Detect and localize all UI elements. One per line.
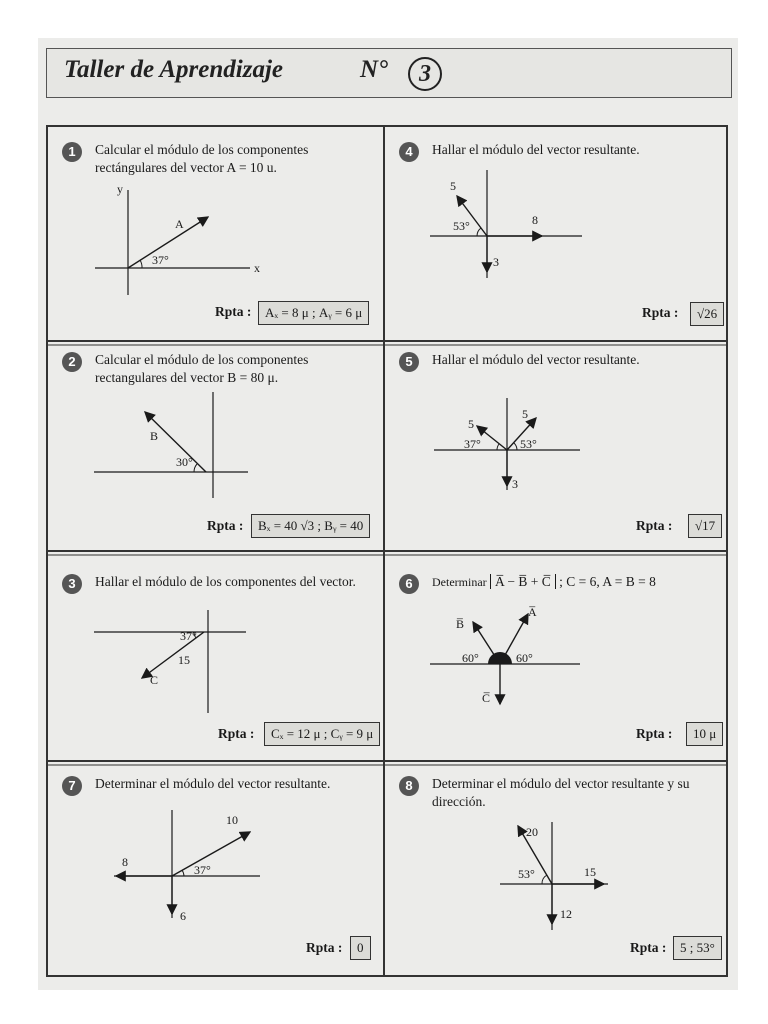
problem-7-figure: [110, 808, 280, 923]
vector-10-arrow: [172, 832, 250, 876]
problem-number-2: 2: [62, 352, 82, 372]
v3-label: 12: [560, 907, 572, 921]
problem-number-1: 1: [62, 142, 82, 162]
problem-5-text: Hallar el módulo del vector resultante.: [432, 352, 640, 367]
problem-3-figure: [90, 608, 260, 718]
y-label: y: [117, 182, 123, 196]
problem-1-figure: [80, 180, 280, 300]
problem-1-text: Calcular el módulo de los componentes rectángulares del vector A = 10 u.: [95, 142, 309, 175]
problem-6-suffix: ; C = 6, A = B = 8: [559, 574, 656, 589]
v3-label: 6: [180, 909, 186, 923]
rpta-label-6: Rpta :: [636, 726, 673, 741]
problem-number-3: 3: [62, 574, 82, 594]
rpta-label-7: Rpta :: [306, 940, 343, 955]
problem-8-figure: [496, 818, 636, 933]
number-label: N°: [360, 56, 389, 83]
v2-label: 15: [584, 865, 596, 879]
angle1-label: 60°: [462, 651, 479, 665]
rpta-label-4: Rpta :: [642, 305, 679, 320]
angle2-label: 60°: [516, 651, 533, 665]
worksheet-number: 3: [408, 57, 442, 91]
angle-label: 53°: [453, 219, 470, 233]
vector-label: C: [150, 673, 159, 687]
problem-4-text: Hallar el módulo del vector resultante.: [432, 142, 640, 157]
a-label: A̅: [528, 605, 537, 619]
rpta-label-2: Rpta :: [207, 518, 244, 533]
vector-label: B: [150, 429, 159, 443]
vector-label: A: [175, 217, 184, 231]
angle-label: 30°: [176, 455, 193, 469]
v1-label: 20: [526, 825, 538, 839]
v2-label: 8: [122, 855, 128, 869]
problem-4-figure: [430, 170, 600, 280]
problem-6-text: [432, 573, 728, 591]
page-title: Taller de Aprendizaje: [64, 56, 283, 83]
x-label: x: [254, 261, 260, 275]
problem-8-text: Determinar el módulo del vector resultante y su dirección.: [432, 776, 690, 809]
angle-label: 37°: [180, 629, 197, 643]
answer-4: √26: [690, 302, 724, 326]
c-label: C̅: [482, 691, 491, 705]
angle1-label: 37°: [464, 437, 481, 451]
rpta-label-3: Rpta :: [218, 726, 255, 741]
angle-label: 37°: [194, 863, 211, 877]
magnitude-label: 15: [178, 653, 190, 667]
problem-number-7: 7: [62, 776, 82, 796]
problem-5-figure: [430, 390, 600, 500]
v2-label: 5: [522, 407, 528, 421]
answer-6: 10 μ: [686, 722, 723, 746]
v3-label: 3: [512, 477, 518, 491]
angle2-label: 53°: [520, 437, 537, 451]
rpta-label-8: Rpta :: [630, 940, 667, 955]
problem-6-expression: A̅ − B̅ + C̅: [490, 574, 556, 589]
v1-label: 5: [450, 179, 456, 193]
answer-8: 5 ; 53°: [673, 936, 722, 960]
b-label: B̅: [456, 617, 465, 631]
v2-label: 8: [532, 213, 538, 227]
angle-label: 53°: [518, 867, 535, 881]
problem-2-text: Calcular el módulo de los componentes rectangulares del vector B = 80 μ.: [95, 352, 309, 385]
answer-3: Cₓ = 12 μ ; Cᵧ = 9 μ: [264, 722, 380, 746]
problem-number-6: 6: [399, 574, 419, 594]
problem-7-text: Determinar el módulo del vector resultante.: [95, 776, 331, 791]
problem-6-prefix: Determinar: [432, 575, 487, 589]
problem-number-8: 8: [399, 776, 419, 796]
v1-label: 5: [468, 417, 474, 431]
vector-left-5-arrow: [477, 426, 507, 450]
answer-5: √17: [688, 514, 722, 538]
answer-1: Aₓ = 8 μ ; Aᵧ = 6 μ: [258, 301, 369, 325]
answer-2: Bₓ = 40 √3 ; Bᵧ = 40: [251, 514, 370, 538]
v1-label: 10: [226, 813, 238, 827]
rpta-label-1: Rpta :: [215, 304, 252, 319]
problem-6-figure: [428, 600, 608, 710]
angle-label: 37°: [152, 253, 169, 267]
problem-3-text: Hallar el módulo de los componentes del vector.: [95, 574, 356, 589]
v3-label: 3: [493, 255, 499, 269]
answer-7: 0: [350, 936, 371, 960]
rpta-label-5: Rpta :: [636, 518, 673, 533]
problem-number-5: 5: [399, 352, 419, 372]
problem-number-4: 4: [399, 142, 419, 162]
problem-2-figure: [90, 390, 260, 500]
